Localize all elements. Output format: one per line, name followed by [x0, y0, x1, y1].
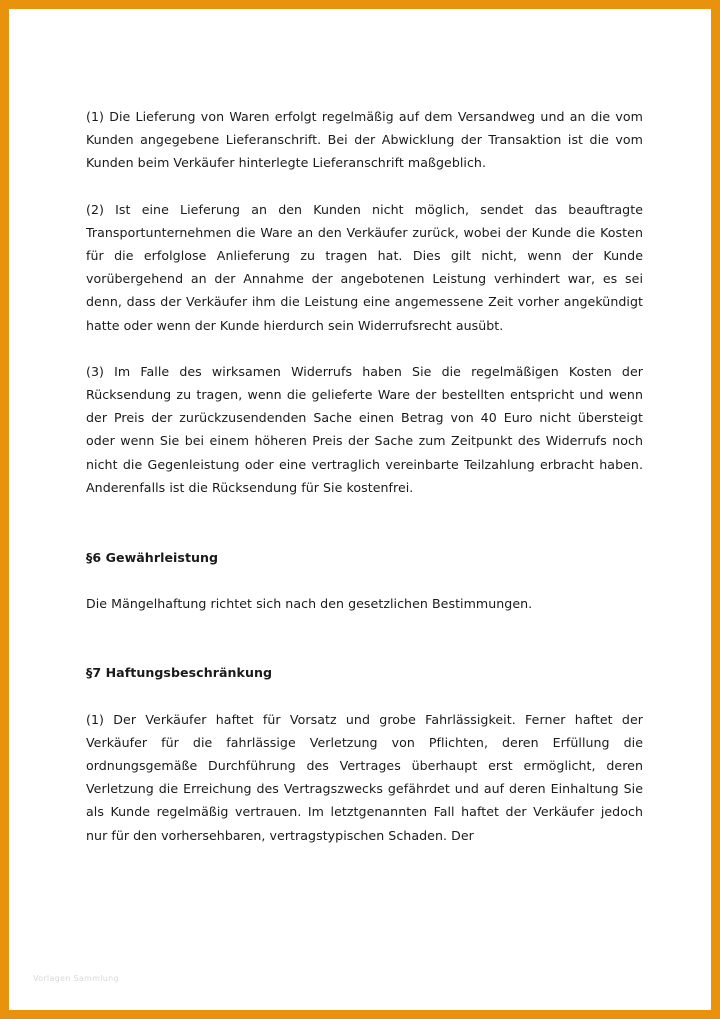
document-page	[9, 9, 711, 1010]
paragraph-delivery-3: (3) Im Falle des wirksamen Widerrufs haben Sie die regelmäßigen Kosten der Rücksendung zu tragen, wenn die gelieferte Ware der bestellten entspricht und wenn der Preis der zurückzusendenden Sache einen Betrag von 40 Euro nicht übersteigt oder wenn Sie bei einem höheren Preis der Sache zum Zeitpunkt des Widerrufs noch nicht die Gegenleistung oder eine vertraglich vereinbarte Teilzahlung erbracht haben. Anderenfalls ist die Rücksendung für Sie kostenfrei.	[86, 363, 643, 495]
section-6-heading: §6 Gewährleistung	[86, 550, 219, 566]
paragraph-delivery-1: (1) Die Lieferung von Waren erfolgt regelmäßig auf dem Versandweg und an die vom Kunden angegebene Lieferanschrift. Bei der Abwicklung der Transaktion ist die vom Kunden beim Verkäufer hinterlegte Lieferanschrift maßgeblich.	[86, 109, 643, 171]
section-7-text: (1) Der Verkäufer haftet für Vorsatz und grobe Fahrlässigkeit. Ferner haftet der Verkäufer für die fahrlässige Verletzung von Pflichten, deren Erfüllung die ordnungsgemäße Durchführung des Vertrages überhaupt erst ermöglicht, deren Verletzung die Erreichung des Vertragszwecks gefährdet und auf deren Einhaltung Sie als Kunde regelmäßig vertrauen. Im letztgenannten Fall haftet der Verkäufer jedoch nur für den vorhersehbaren, vertragstypischen Schaden. Der	[86, 711, 643, 843]
section-6-text: Die Mängelhaftung richtet sich nach den gesetzlichen Bestimmungen.	[86, 596, 533, 612]
document-body	[86, 105, 643, 847]
watermark-text: Vorlagen Sammlung	[33, 974, 119, 983]
section-7-heading: §7 Haftungsbeschränkung	[86, 665, 273, 681]
paragraph-delivery-2: (2) Ist eine Lieferung an den Kunden nicht möglich, sendet das beauftragte Transportunternehmen die Ware an den Verkäufer zurück, wobei der Kunde die Kosten für die erfolglose Anlieferung zu tragen hat. Dies gilt nicht, wenn der Kunde vorübergehend an der Annahme der angebotenen Leistung verhindert war, es sei denn, dass der Verkäufer ihm die Leistung eine angemessene Zeit vorher angekündigt hatte oder wenn der Kunde hierdurch sein Widerrufsrecht ausübt.	[86, 201, 643, 333]
